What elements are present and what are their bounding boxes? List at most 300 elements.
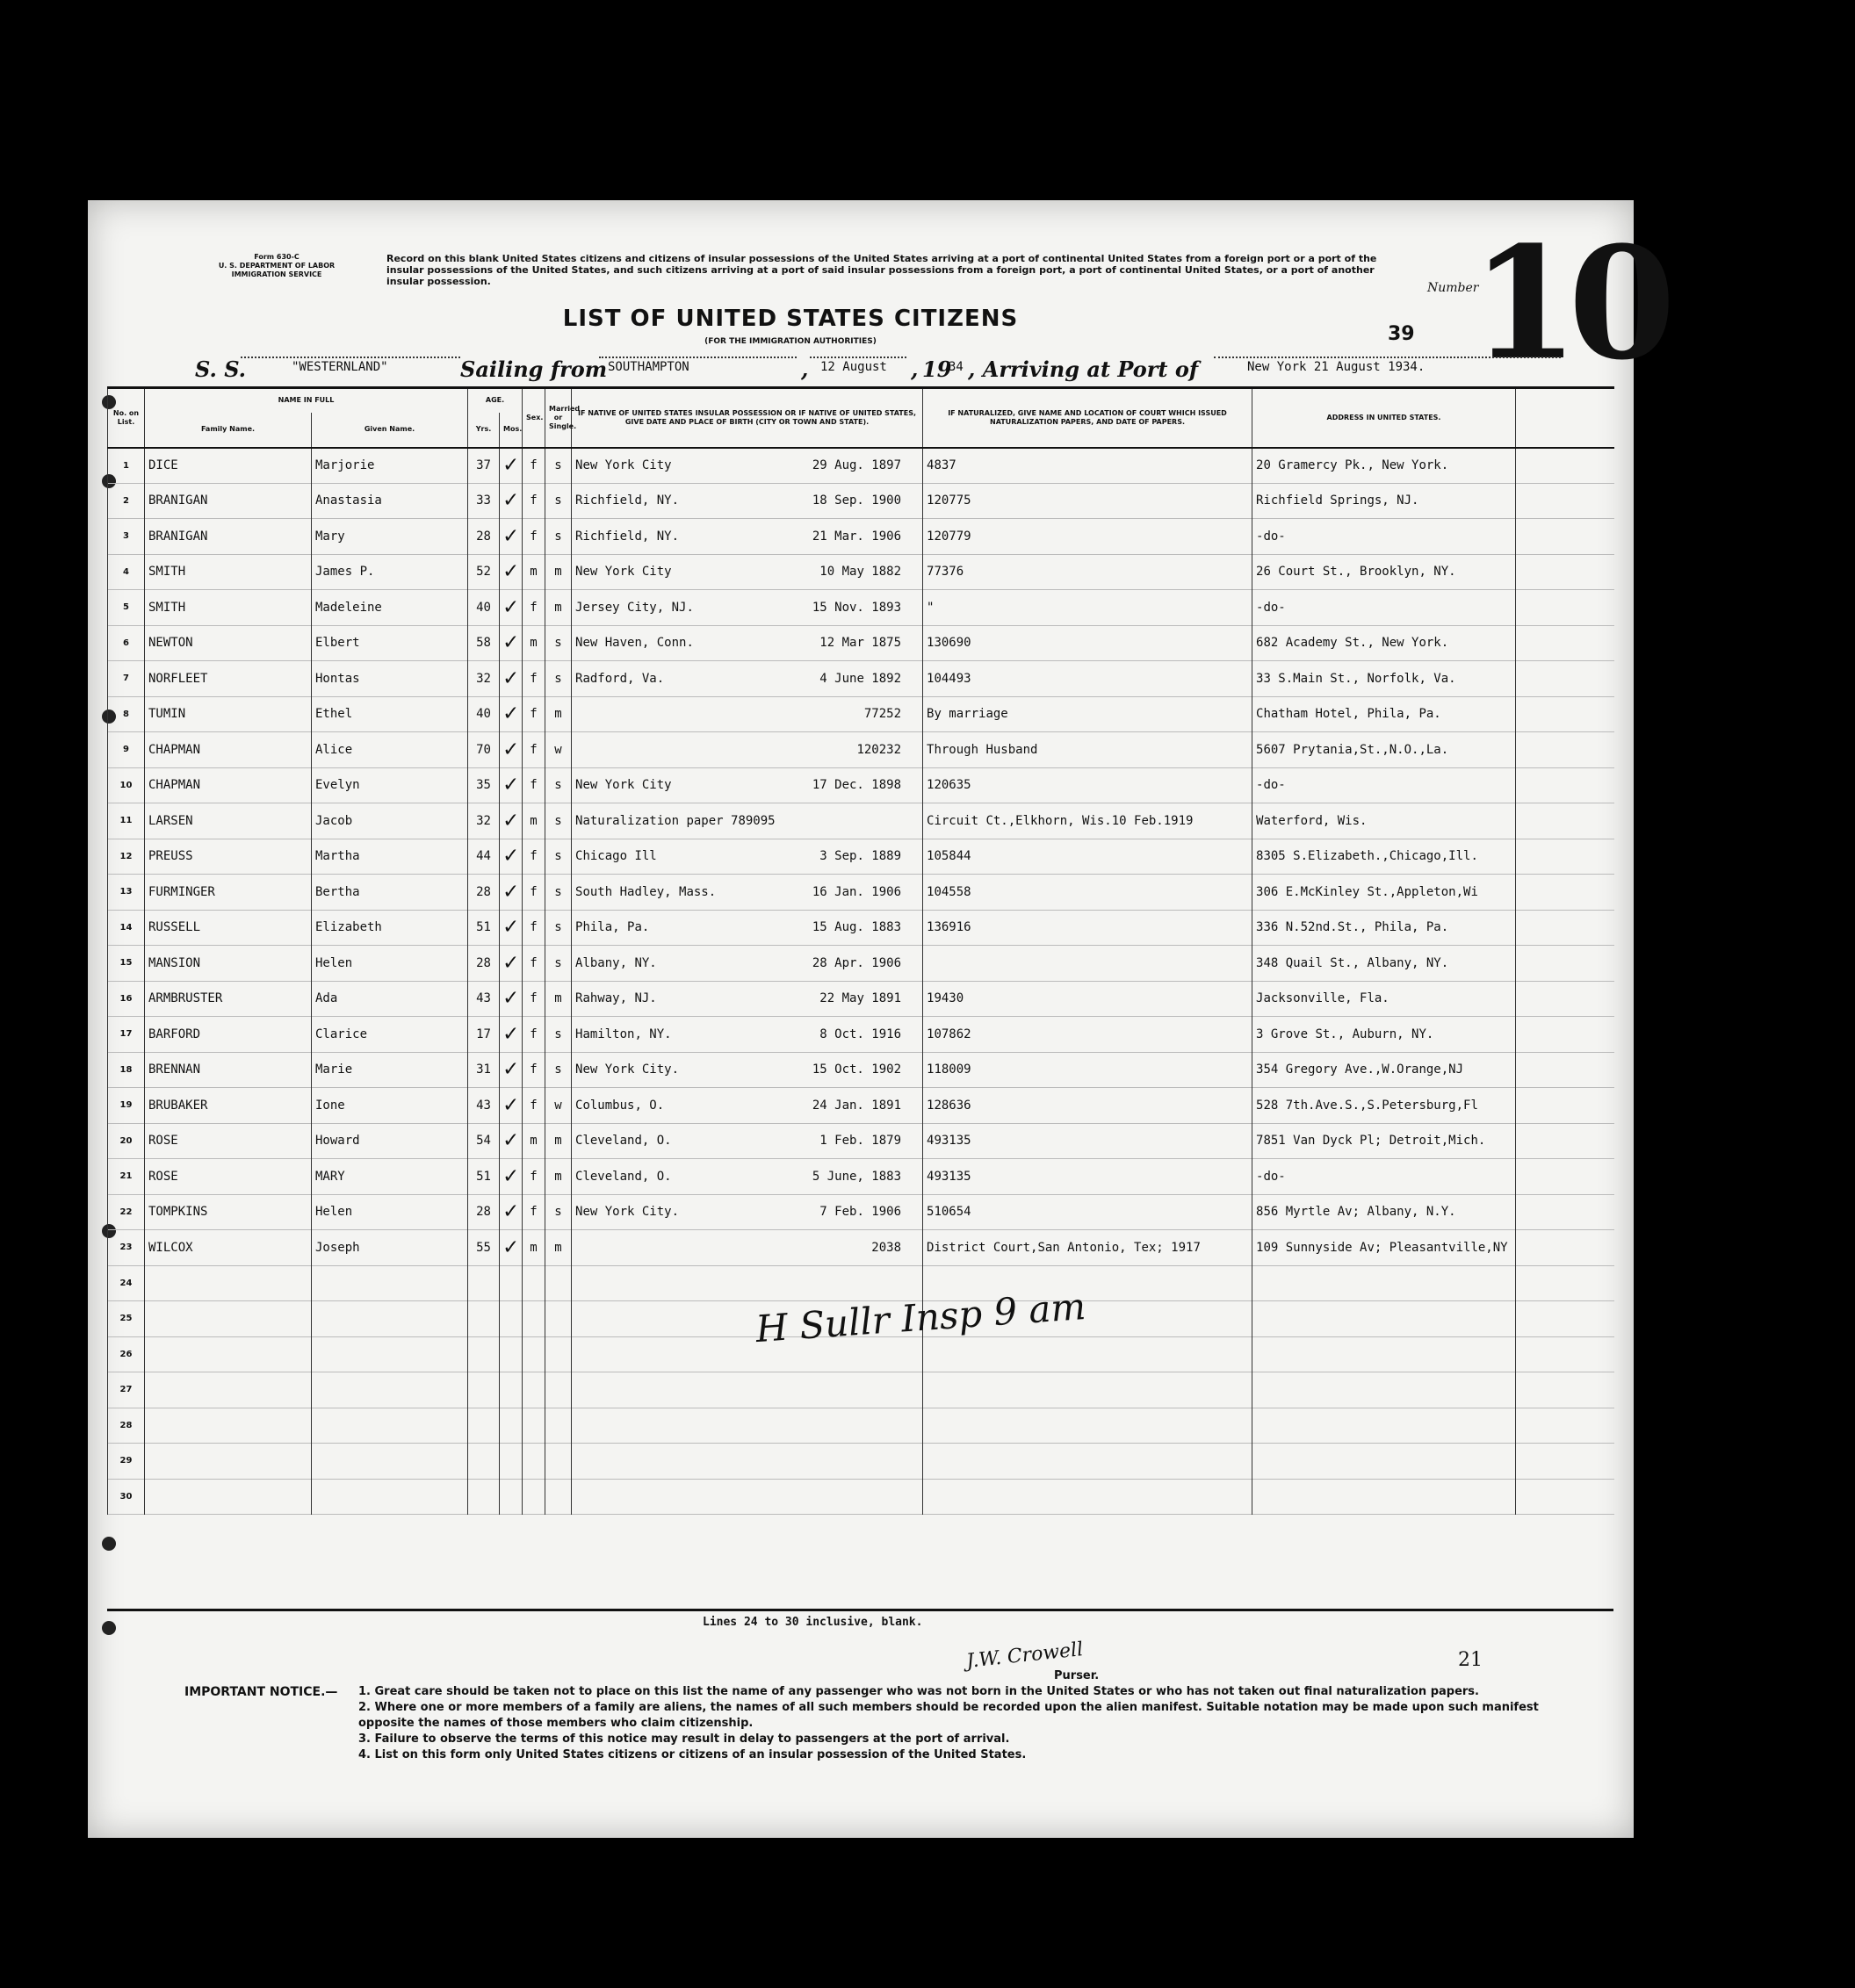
us-address: 336 N.52nd.St., Phila, Pa. [1252, 910, 1516, 946]
spare-cell [1516, 1301, 1614, 1337]
sex [523, 1301, 545, 1337]
check-mark: ✓ [503, 877, 518, 904]
notice-title: IMPORTANT NOTICE.— [184, 1685, 338, 1699]
age-years: 70 [468, 732, 500, 768]
row-number: 23 [108, 1230, 145, 1266]
family-name: RUSSELL [145, 910, 312, 946]
birth-city: New York City [575, 778, 672, 793]
age-months [500, 1408, 523, 1444]
table-row [108, 910, 1614, 946]
table-row [108, 1444, 1614, 1480]
age-months [500, 1088, 523, 1124]
spare-cell [1516, 946, 1614, 982]
birth-place [572, 1194, 923, 1230]
age-months [500, 1372, 523, 1408]
marital-status: s [545, 910, 572, 946]
sex: f [523, 732, 545, 768]
birth-city: Jersey City, NJ. [575, 600, 694, 615]
birth-city: South Hadley, Mass. [575, 884, 717, 899]
department-name: U. S. DEPARTMENT OF LABOR [218, 262, 336, 270]
us-address: 306 E.McKinley St.,Appleton,Wi [1252, 875, 1516, 911]
check-mark: ✓ [503, 1055, 518, 1083]
birth-date: 5 June, 1883 [812, 1169, 902, 1184]
birth-place [572, 696, 923, 732]
age-years: 43 [468, 981, 500, 1017]
age-years [468, 1301, 500, 1337]
marital-status [545, 1301, 572, 1337]
spare-cell [1516, 767, 1614, 803]
table-row [108, 661, 1614, 697]
birth-city: Phila, Pa. [575, 920, 650, 935]
table-row [108, 554, 1614, 590]
table-row [108, 803, 1614, 839]
given-name: Ione [312, 1088, 468, 1124]
birth-city: New York City [575, 458, 672, 472]
check-mark: ✓ [503, 486, 518, 514]
date-underline [810, 357, 906, 358]
sex: f [523, 875, 545, 911]
age-years: 40 [468, 590, 500, 626]
notice-item: 2. Where one or more members of a family are aliens, the names of all such members should be recorded upon the alien manifest. Suitable notation may be made upon such manifest opposite the names of those members who claim citizenship. [358, 1701, 1539, 1730]
marital-status: m [545, 554, 572, 590]
birth-place [572, 839, 923, 875]
col-age: AGE. [468, 388, 523, 413]
check-mark: ✓ [503, 451, 518, 478]
age-months [500, 1052, 523, 1088]
row-number: 30 [108, 1479, 145, 1515]
marital-status: m [545, 1230, 572, 1266]
age-years: 43 [468, 1088, 500, 1124]
birth-date: 7 Feb. 1906 [819, 1205, 902, 1220]
birth-place [572, 625, 923, 661]
age-years [468, 1336, 500, 1372]
sex: f [523, 661, 545, 697]
table-row [108, 875, 1614, 911]
table-row [108, 483, 1614, 519]
given-name: Jacob [312, 803, 468, 839]
us-address [1252, 1444, 1516, 1480]
us-address: 682 Academy St., New York. [1252, 625, 1516, 661]
binder-hole [102, 1621, 116, 1635]
age-months [500, 1479, 523, 1515]
age-months [500, 661, 523, 697]
marital-status: m [545, 981, 572, 1017]
check-mark: ✓ [503, 1019, 518, 1047]
birth-place [572, 1159, 923, 1195]
row-number: 22 [108, 1194, 145, 1230]
spare-cell [1516, 1017, 1614, 1053]
family-name: BRUBAKER [145, 1088, 312, 1124]
family-name: ROSE [145, 1159, 312, 1195]
family-name: BARFORD [145, 1017, 312, 1053]
marital-status: w [545, 732, 572, 768]
sex: m [523, 625, 545, 661]
spare-cell [1516, 1479, 1614, 1515]
spare-cell [1516, 803, 1614, 839]
notice-item: 1. Great care should be taken not to place on this list the name of any passenger who was not born in the United States or who has not taken out final naturalization papers. [358, 1685, 1479, 1698]
age-years: 28 [468, 875, 500, 911]
sex [523, 1265, 545, 1301]
check-mark: ✓ [503, 664, 518, 691]
us-address: Waterford, Wis. [1252, 803, 1516, 839]
age-months [500, 1230, 523, 1266]
family-name: TUMIN [145, 696, 312, 732]
check-mark: ✓ [503, 913, 518, 940]
birth-city: Cleveland, O. [575, 1134, 672, 1149]
family-name [145, 1336, 312, 1372]
row-number: 2 [108, 483, 145, 519]
check-mark: ✓ [503, 1198, 518, 1225]
row-number: 14 [108, 910, 145, 946]
spare-cell [1516, 661, 1614, 697]
spare-cell [1516, 483, 1614, 519]
age-years: 32 [468, 803, 500, 839]
spare-cell [1516, 1159, 1614, 1195]
check-mark: ✓ [503, 700, 518, 727]
age-months [500, 946, 523, 982]
age-months [500, 554, 523, 590]
given-name: Joseph [312, 1230, 468, 1266]
naturalization: 104558 [923, 875, 1252, 911]
spare-cell [1516, 1336, 1614, 1372]
row-number: 20 [108, 1123, 145, 1159]
us-address: -do- [1252, 519, 1516, 555]
naturalization: 105844 [923, 839, 1252, 875]
family-name: LARSEN [145, 803, 312, 839]
birth-place [572, 1123, 923, 1159]
marital-status: s [545, 839, 572, 875]
marital-status: m [545, 1123, 572, 1159]
col-naturalized: IF NATURALIZED, GIVE NAME AND LOCATION OF COURT WHICH ISSUED NATURALIZATION PAPERS, AND DATE OF PAPERS. [923, 388, 1252, 448]
row-number: 27 [108, 1372, 145, 1408]
age-months [500, 1265, 523, 1301]
us-address [1252, 1479, 1516, 1515]
us-address: Chatham Hotel, Phila, Pa. [1252, 696, 1516, 732]
marital-status: s [545, 767, 572, 803]
row-number: 4 [108, 554, 145, 590]
birth-place [572, 1265, 923, 1301]
table-row [108, 1159, 1614, 1195]
family-name: CHAPMAN [145, 732, 312, 768]
family-name: WILCOX [145, 1230, 312, 1266]
sex: f [523, 590, 545, 626]
age-years: 28 [468, 519, 500, 555]
col-given-name: Given Name. [312, 413, 468, 448]
birth-date: 15 Nov. 1893 [812, 600, 902, 615]
birth-city: Hamilton, NY. [575, 1026, 672, 1041]
age-months [500, 875, 523, 911]
birth-city: Radford, Va. [575, 671, 665, 686]
sex: f [523, 946, 545, 982]
row-number: 1 [108, 448, 145, 484]
age-years [468, 1372, 500, 1408]
record-instructions: Record on this blank United States citizens and citizens of insular possessions of the United States arriving at a port of continental United States from a foreign port or a port of the insular possessions of the United States, and such citizens arriving at a port of said insular possessions from a foreign port, a port of continental United States, or a port of another insular possession. [386, 253, 1377, 287]
birth-city: New Haven, Conn. [575, 636, 694, 651]
age-months [500, 767, 523, 803]
naturalization: 128636 [923, 1088, 1252, 1124]
naturalization: 136916 [923, 910, 1252, 946]
marital-status: s [545, 803, 572, 839]
arrival-port-date: New York 21 August 1934. [1247, 360, 1426, 374]
naturalization: " [923, 590, 1252, 626]
birth-city: Richfield, NY. [575, 529, 680, 544]
spare-cell [1516, 839, 1614, 875]
naturalization: 118009 [923, 1052, 1252, 1088]
birth-place [572, 1408, 923, 1444]
given-name [312, 1265, 468, 1301]
birth-date: 29 Aug. 1897 [812, 458, 902, 472]
birth-date: 1 Feb. 1879 [819, 1134, 902, 1149]
sex: f [523, 1017, 545, 1053]
manifest-page [88, 200, 1665, 1838]
birth-place [572, 483, 923, 519]
spare-cell [1516, 590, 1614, 626]
naturalization [923, 1336, 1252, 1372]
us-address: 26 Court St., Brooklyn, NY. [1252, 554, 1516, 590]
naturalization: 120635 [923, 767, 1252, 803]
check-mark: ✓ [503, 522, 518, 549]
col-family-name: Family Name. [145, 413, 312, 448]
table-row [108, 448, 1614, 484]
given-name: Bertha [312, 875, 468, 911]
us-address: 20 Gramercy Pk., New York. [1252, 448, 1516, 484]
number-label: Number [1427, 281, 1479, 295]
us-address: 348 Quail St., Albany, NY. [1252, 946, 1516, 982]
given-name: Helen [312, 1194, 468, 1230]
given-name: Martha [312, 839, 468, 875]
birth-place [572, 1088, 923, 1124]
spare-cell [1516, 981, 1614, 1017]
naturalization: 104493 [923, 661, 1252, 697]
age-years: 28 [468, 946, 500, 982]
col-no: No. on List. [108, 388, 145, 448]
check-mark: ✓ [503, 558, 518, 585]
table-row [108, 1088, 1614, 1124]
list-number: 10 [1471, 212, 1665, 394]
spare-cell [1516, 625, 1614, 661]
port-underline [599, 357, 797, 358]
us-address: -do- [1252, 1159, 1516, 1195]
naturalization [923, 1479, 1252, 1515]
age-years: 32 [468, 661, 500, 697]
birth-place [572, 1372, 923, 1408]
given-name: Elizabeth [312, 910, 468, 946]
given-name: Madeleine [312, 590, 468, 626]
us-address: Jacksonville, Fla. [1252, 981, 1516, 1017]
check-mark: ✓ [503, 842, 518, 869]
table-row [108, 946, 1614, 982]
page-title: LIST OF UNITED STATES CITIZENS [562, 306, 1019, 332]
col-birth: IF NATIVE OF UNITED STATES INSULAR POSSESSION OR IF NATIVE OF UNITED STATES, GIVE DATE AND PLACE OF BIRTH (CITY OR TOWN AND STATE). [572, 388, 923, 448]
family-name [145, 1372, 312, 1408]
row-number: 29 [108, 1444, 145, 1480]
passenger-table [107, 386, 1614, 1515]
age-months [500, 590, 523, 626]
age-years: 52 [468, 554, 500, 590]
sex [523, 1372, 545, 1408]
family-name [145, 1265, 312, 1301]
naturalization: 493135 [923, 1123, 1252, 1159]
birth-date: 24 Jan. 1891 [812, 1098, 902, 1113]
ship-underline [241, 357, 460, 358]
row-number: 18 [108, 1052, 145, 1088]
age-years: 44 [468, 839, 500, 875]
sex: m [523, 1230, 545, 1266]
marital-status: s [545, 1194, 572, 1230]
family-name: NEWTON [145, 625, 312, 661]
given-name: Helen [312, 946, 468, 982]
row-number: 24 [108, 1265, 145, 1301]
age-years: 51 [468, 1159, 500, 1195]
age-months [500, 732, 523, 768]
naturalization: 120775 [923, 483, 1252, 519]
check-mark: ✓ [503, 771, 518, 798]
us-address: 528 7th.Ave.S.,S.Petersburg,Fl [1252, 1088, 1516, 1124]
arriving-label: , Arriving at Port of [968, 357, 1199, 382]
check-mark: ✓ [503, 806, 518, 833]
naturalization [923, 1444, 1252, 1480]
row-number: 25 [108, 1301, 145, 1337]
naturalization: 493135 [923, 1159, 1252, 1195]
row-number: 16 [108, 981, 145, 1017]
marital-status: s [545, 946, 572, 982]
purser-signature: J.W. Crowell [965, 1639, 1085, 1673]
ship-name: "WESTERNLAND" [292, 360, 388, 374]
form-number: Form 630-C [254, 253, 300, 261]
corner-number: 21 [1458, 1649, 1483, 1671]
col-name-in-full: NAME IN FULL [145, 388, 468, 413]
us-address [1252, 1336, 1516, 1372]
given-name: Marie [312, 1052, 468, 1088]
naturalization: 77376 [923, 554, 1252, 590]
age-months [500, 448, 523, 484]
arrival-underline [1214, 357, 1561, 358]
age-months [500, 839, 523, 875]
birth-place [572, 803, 923, 839]
naturalization [923, 1372, 1252, 1408]
age-years: 37 [468, 448, 500, 484]
marital-status: s [545, 448, 572, 484]
given-name: Mary [312, 519, 468, 555]
birth-date: 22 May 1891 [819, 991, 902, 1006]
given-name [312, 1301, 468, 1337]
age-years: 35 [468, 767, 500, 803]
family-name [145, 1301, 312, 1337]
birth-place [572, 661, 923, 697]
birth-city: Richfield, NY. [575, 493, 680, 508]
naturalization: 510654 [923, 1194, 1252, 1230]
check-mark: ✓ [503, 1091, 518, 1118]
binder-hole [102, 1537, 116, 1551]
marital-status: s [545, 1017, 572, 1053]
row-number: 28 [108, 1408, 145, 1444]
us-address: 354 Gregory Ave.,W.Orange,NJ [1252, 1052, 1516, 1088]
birth-place [572, 1230, 923, 1266]
birth-place [572, 981, 923, 1017]
us-address: 8305 S.Elizabeth.,Chicago,Ill. [1252, 839, 1516, 875]
sex: f [523, 767, 545, 803]
birth-place [572, 875, 923, 911]
notice-item: 4. List on this form only United States citizens or citizens of an insular possession of the United States. [358, 1748, 1027, 1761]
given-name [312, 1444, 468, 1480]
year-suffix: 34 [949, 360, 964, 374]
age-years: 55 [468, 1230, 500, 1266]
check-mark: ✓ [503, 629, 518, 656]
birth-city: New York City [575, 565, 672, 580]
birth-place [572, 732, 923, 768]
marital-status: s [545, 625, 572, 661]
age-months [500, 1123, 523, 1159]
row-number: 19 [108, 1088, 145, 1124]
sex: f [523, 1088, 545, 1124]
row-number: 21 [108, 1159, 145, 1195]
row-number: 10 [108, 767, 145, 803]
given-name [312, 1336, 468, 1372]
table-row [108, 590, 1614, 626]
table-row [108, 1372, 1614, 1408]
birth-date: 15 Oct. 1902 [812, 1062, 902, 1077]
us-address: -do- [1252, 767, 1516, 803]
family-name [145, 1479, 312, 1515]
marital-status: w [545, 1088, 572, 1124]
given-name: James P. [312, 554, 468, 590]
family-name: CHAPMAN [145, 767, 312, 803]
family-name: BRANIGAN [145, 483, 312, 519]
sex: f [523, 839, 545, 875]
col-mos: Mos. [500, 413, 523, 448]
sex [523, 1479, 545, 1515]
sex: f [523, 910, 545, 946]
passenger-rows [108, 448, 1614, 1515]
age-months [500, 981, 523, 1017]
table-row [108, 519, 1614, 555]
col-address: ADDRESS IN UNITED STATES. [1252, 388, 1516, 448]
birth-date: 21 Mar. 1906 [812, 529, 902, 544]
spare-cell [1516, 875, 1614, 911]
row-number: 6 [108, 625, 145, 661]
age-years [468, 1444, 500, 1480]
family-name: ARMBRUSTER [145, 981, 312, 1017]
family-name: DICE [145, 448, 312, 484]
marital-status: s [545, 483, 572, 519]
us-address [1252, 1372, 1516, 1408]
birth-place [572, 910, 923, 946]
col-yrs: Yrs. [468, 413, 500, 448]
table-row [108, 696, 1614, 732]
page-number: 39 [1388, 323, 1415, 345]
departure-date: 12 August [820, 360, 887, 374]
table-row [108, 625, 1614, 661]
age-months [500, 1444, 523, 1480]
table-row [108, 839, 1614, 875]
naturalization: 19430 [923, 981, 1252, 1017]
age-months [500, 1301, 523, 1337]
form-identifier [176, 253, 378, 279]
spare-cell [1516, 519, 1614, 555]
age-months [500, 803, 523, 839]
row-number: 17 [108, 1017, 145, 1053]
spare-cell [1516, 1230, 1614, 1266]
table-row [108, 1408, 1614, 1444]
age-years [468, 1479, 500, 1515]
family-name: FURMINGER [145, 875, 312, 911]
table-row [108, 1123, 1614, 1159]
spare-cell [1516, 696, 1614, 732]
sex [523, 1444, 545, 1480]
family-name: SMITH [145, 590, 312, 626]
spare-cell [1516, 1372, 1614, 1408]
spare-cell [1516, 732, 1614, 768]
